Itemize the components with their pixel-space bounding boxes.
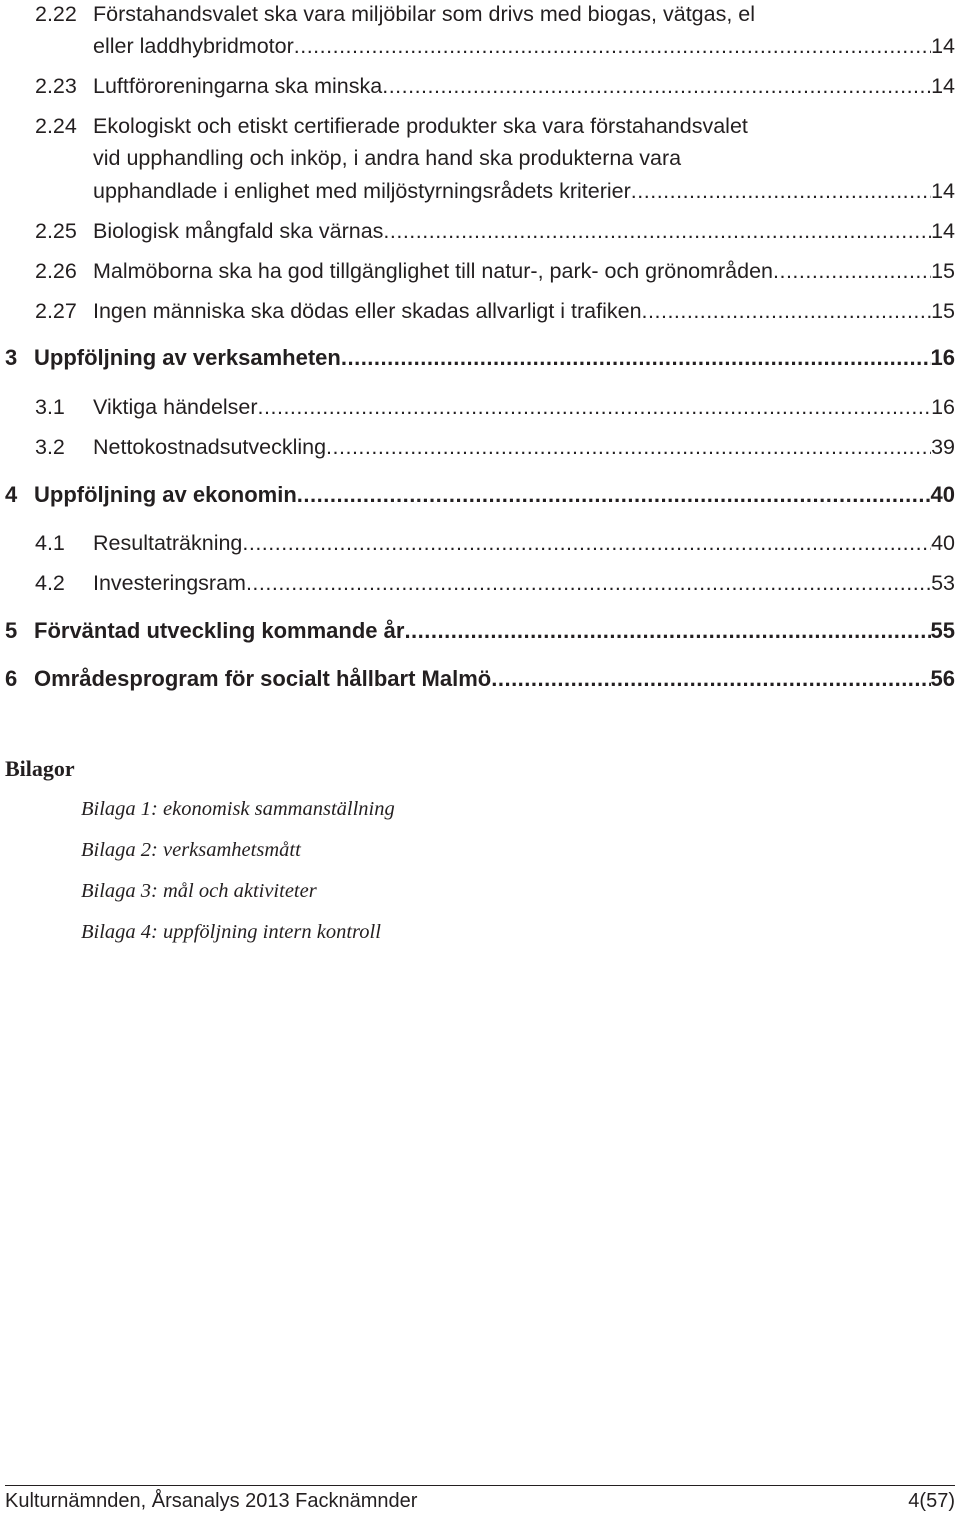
toc-entry-2-23[interactable] [35,73,955,99]
footer-divider [5,1485,955,1486]
toc-title: Biologisk mångfald ska värnas [93,219,384,243]
toc-page-number: 15 [931,299,955,323]
toc-title: Malmöborna ska ha god tillgänglighet till natur-, park- och grönområden [93,259,774,283]
toc-title: Områdesprogram för socialt hållbart Malmö [34,666,492,691]
toc-entry-4-1[interactable] [35,530,955,556]
toc-page-number: 16 [930,345,955,370]
toc-leader [773,258,931,284]
toc-title: Viktiga händelser [93,395,258,419]
toc-number: 3 [5,345,18,370]
toc-title: Resultaträkning [93,531,243,555]
toc-leader [294,33,931,59]
bilaga-item: Bilaga 2: verksamhetsmått [81,839,301,861]
toc-entry-2-24-cont [93,145,955,171]
toc-entry-2-22[interactable] [35,1,955,27]
toc-number: 2.27 [35,299,77,323]
toc-number: 4.1 [35,531,65,555]
toc-number: 3.2 [35,435,65,459]
toc-leader [341,345,931,371]
toc-title: eller laddhybridmotor [93,34,294,58]
toc-page-number: 56 [930,666,955,691]
toc-entry-3-2[interactable] [35,434,955,460]
toc-number: 2.22 [35,2,77,26]
toc-title: Ingen människa ska dödas eller skadas allvarligt i trafiken [93,299,642,323]
toc-entry-2-26[interactable] [35,258,955,284]
toc-entry-2-24-cont[interactable] [93,178,955,204]
toc-leader [404,618,930,644]
toc-entry-2-25[interactable] [35,218,955,244]
toc-leader [242,530,931,556]
toc-number: 2.24 [35,114,77,138]
toc-entry-6[interactable] [5,666,955,692]
footer-page-number: 4(57) [908,1490,955,1512]
toc-leader [297,482,931,508]
toc-number: 2.25 [35,219,77,243]
toc-title: Investeringsram [93,571,246,595]
toc-leader [246,570,931,596]
toc-title: Förväntad utveckling kommande år [34,618,405,643]
toc-page-number: 39 [931,435,955,459]
toc-entry-2-27[interactable] [35,298,955,324]
toc-page-number: 53 [931,571,955,595]
toc-entry-2-24[interactable] [35,113,955,139]
toc-title: Förstahandsvalet ska vara miljöbilar som drivs med biogas, vätgas, el [93,2,756,26]
toc-title: vid upphandling och inköp, i andra hand ska produkterna vara [93,146,682,170]
toc-number: 5 [5,618,18,643]
toc-page-number: 40 [930,482,955,507]
bilagor-heading: Bilagor [5,756,75,781]
bilaga-item: Bilaga 1: ekonomisk sammanställning [81,798,395,820]
footer-document-title: Kulturnämnden, Årsanalys 2013 Facknämnder [5,1490,418,1512]
toc-page-number: 14 [931,179,955,203]
toc-page-number: 40 [931,531,955,555]
toc-leader [258,394,932,420]
toc-entry-3[interactable] [5,345,955,371]
toc-number: 6 [5,666,18,691]
toc-title: Ekologiskt och etiskt certifierade produkter ska vara förstahandsvalet [93,114,748,138]
bilaga-item: Bilaga 4: uppföljning intern kontroll [81,921,381,943]
toc-leader [383,218,931,244]
toc-number: 4.2 [35,571,65,595]
toc-number: 3.1 [35,395,65,419]
bilaga-item: Bilaga 3: mål och aktiviteter [81,880,317,902]
toc-page-number: 14 [931,74,955,98]
toc-entry-2-22-cont[interactable] [93,33,955,59]
toc-leader [642,298,932,324]
toc-title: Luftföroreningarna ska minska [93,74,383,98]
toc-number: 4 [5,482,18,507]
toc-entry-3-1[interactable] [35,394,955,420]
toc-page-number: 16 [931,395,955,419]
toc-leader [631,178,931,204]
toc-entry-4[interactable] [5,482,955,508]
toc-entry-5[interactable] [5,618,955,644]
toc-number: 2.23 [35,74,77,98]
toc-leader [491,666,930,692]
toc-number: 2.26 [35,259,77,283]
toc-page-number: 14 [931,219,955,243]
toc-page-number: 15 [931,259,955,283]
toc-leader [382,73,931,99]
toc-page-number: 14 [931,34,955,58]
toc-title: upphandlade i enlighet med miljöstyrningsrådets kriterier [93,179,631,203]
toc-entry-4-2[interactable] [35,570,955,596]
toc-title: Uppföljning av ekonomin [34,482,297,507]
toc-leader [326,434,931,460]
toc-page-number: 55 [930,618,955,643]
toc-title: Uppföljning av verksamheten [34,345,341,370]
toc-title: Nettokostnadsutveckling [93,435,327,459]
